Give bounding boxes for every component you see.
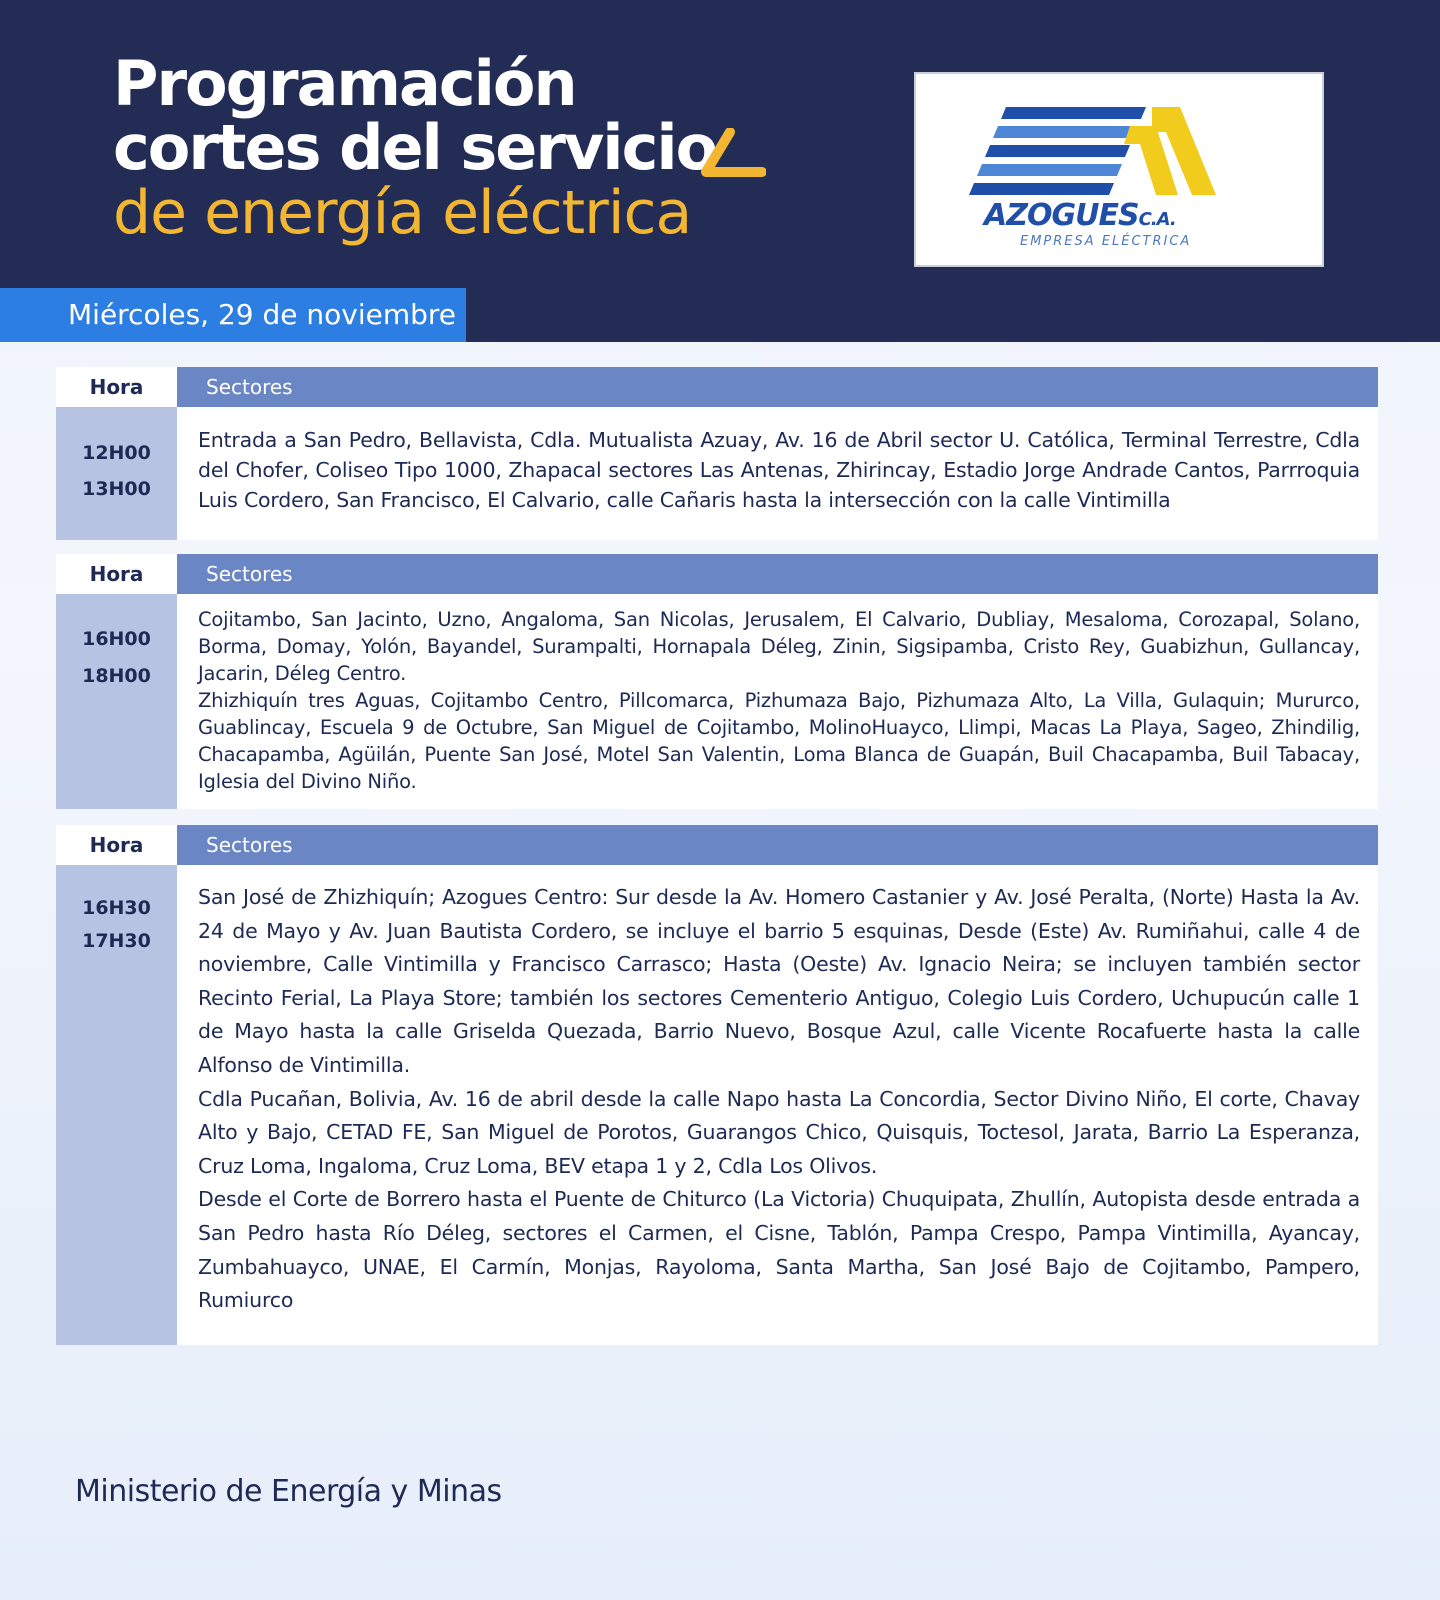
table-header [56,554,1378,594]
start-time: 16H00 [82,628,151,650]
hora-header: Hora [56,554,177,594]
sectors-cell [177,407,1378,540]
sectores-header: Sectores [177,367,1378,407]
sectores-header: Sectores [177,825,1378,865]
sectors-paragraph: Entrada a San Pedro, Bellavista, Cdla. Mutualista Azuay, Av. 16 de Abril sector U. Católica, Terminal Terrestre, Cdla del Chofer, Coliseo Tipo 1000, Zhapacal sectores Las Antenas, Zhirincay, Estadio Jorge Andrade Cantos, Parrroquia Luis Cordero, San Francisco, El Calvario, calle Cañaris hasta la intersección con la calle Vintimilla [198,428,1360,512]
time-cell [56,407,177,540]
ministry-footer: Ministerio de Energía y Minas [75,1474,502,1509]
hora-header: Hora [56,825,177,865]
end-time: 17H30 [82,930,151,952]
start-time: 16H30 [82,897,151,919]
sectors-cell [177,594,1378,809]
schedule-block-1 [56,367,1378,540]
sectors-paragraph: Cojitambo, San Jacinto, Uzno, Angaloma, San Nicolas, Jerusalem, El Calvario, Dubliay, Mesaloma, Corozapal, Solano, Borma, Domay, Yolón, Bayandel, Surampalti, Hornapala Déleg, Zinin, Sigsipamba, Cristo Rey, Guabizhun, Gullancay, Jacarin, Déleg Centro. [198,608,1360,685]
table-row [56,407,1378,540]
sectors-paragraph: Cdla Pucañan, Bolivia, Av. 16 de abril desde la calle Napo hasta La Concordia, Sector Divino Niño, El corte, Chavay Alto y Bajo, CETAD FE, San Miguel de Porotos, Guarangos Chico, Quisquis, Toctesol, Jarata, Barrio La Esperanza, Cruz Loma, Ingaloma, Cruz Loma, BEV etapa 1 y 2, Cdla Los Olivos. [198,1086,1360,1178]
table-row [56,594,1378,809]
schedule-block-2 [56,554,1378,809]
table-row [56,865,1378,1345]
title-line-2: cortes del servicio [113,111,717,184]
sectores-header: Sectores [177,554,1378,594]
page-title [113,47,717,248]
company-logo [914,72,1324,267]
logo-wordmark: AZOGUESC.A. [984,198,1176,233]
date-label: Miércoles, 29 de noviembre [0,288,466,342]
title-line-3: de energía eléctrica [113,178,692,248]
schedule-block-3 [56,825,1378,1345]
end-time: 13H00 [82,478,151,500]
hora-header: Hora [56,367,177,407]
sectors-paragraph: San José de Zhizhiquín; Azogues Centro: Sur desde la Av. Homero Castanier y Av. José Peralta, (Norte) Hasta la Av. 24 de Mayo y Av. Juan Bautista Cordero, se incluye el barrio 5 esquinas, Desde (Este) Av. Rumiñahui, calle 4 de noviembre, Calle Vintimilla y Francisco Carrasco; Hasta (Oeste) Av. Ignacio Neira; se incluyen también sector Recinto Ferial, La Playa Store; también los sectores Cementerio Antiguo, Colegio Luis Cordero, Uchupucún calle 1 de Mayo hasta la calle Griselda Quezada, Barrio Nuevo, Bosque Azul, calle Vicente Rocafuerte hasta la calle Alfonso de Vintimilla. [198,885,1360,1077]
time-cell [56,865,177,1345]
sectors-cell [177,865,1378,1345]
start-time: 12H00 [82,442,151,464]
sectors-paragraph: Zhizhiquín tres Aguas, Cojitambo Centro, Pillcomarca, Pizhumaza Bajo, Pizhumaza Alto, La Villa, Gulaquin; Mururco, Guablincay, Escuela 9 de Octubre, San Miguel de Cojitambo, MolinoHuayco, Llimpi, Macas La Playa, Sageo, Zhindilig, Chacapamba, Agüilán, Puente San José, Motel San Valentin, Loma Blanca de Guapán, Buil Chacapamba, Buil Tabacay, Iglesia del Divino Niño. [198,689,1360,793]
table-header [56,367,1378,407]
logo-subtitle: EMPRESA ELÉCTRICA [1020,234,1192,249]
title-line-1: Programación [113,47,576,120]
lightning-accent-icon [700,128,766,184]
time-cell [56,594,177,809]
table-header [56,825,1378,865]
end-time: 18H00 [82,665,151,687]
sectors-paragraph: Desde el Corte de Borrero hasta el Puente de Chiturco (La Victoria) Chuquipata, Zhullín, Autopista desde entrada a San Pedro hasta Río Déleg, sectores el Carmen, el Cisne, Tablón, Pampa Crespo, Pampa Vintimilla, Ayancay, Zumbahuayco, UNAE, El Carmín, Monjas, Rayoloma, Santa Martha, San José Bajo de Cojitambo, Pampero, Rumiurco [198,1187,1360,1313]
